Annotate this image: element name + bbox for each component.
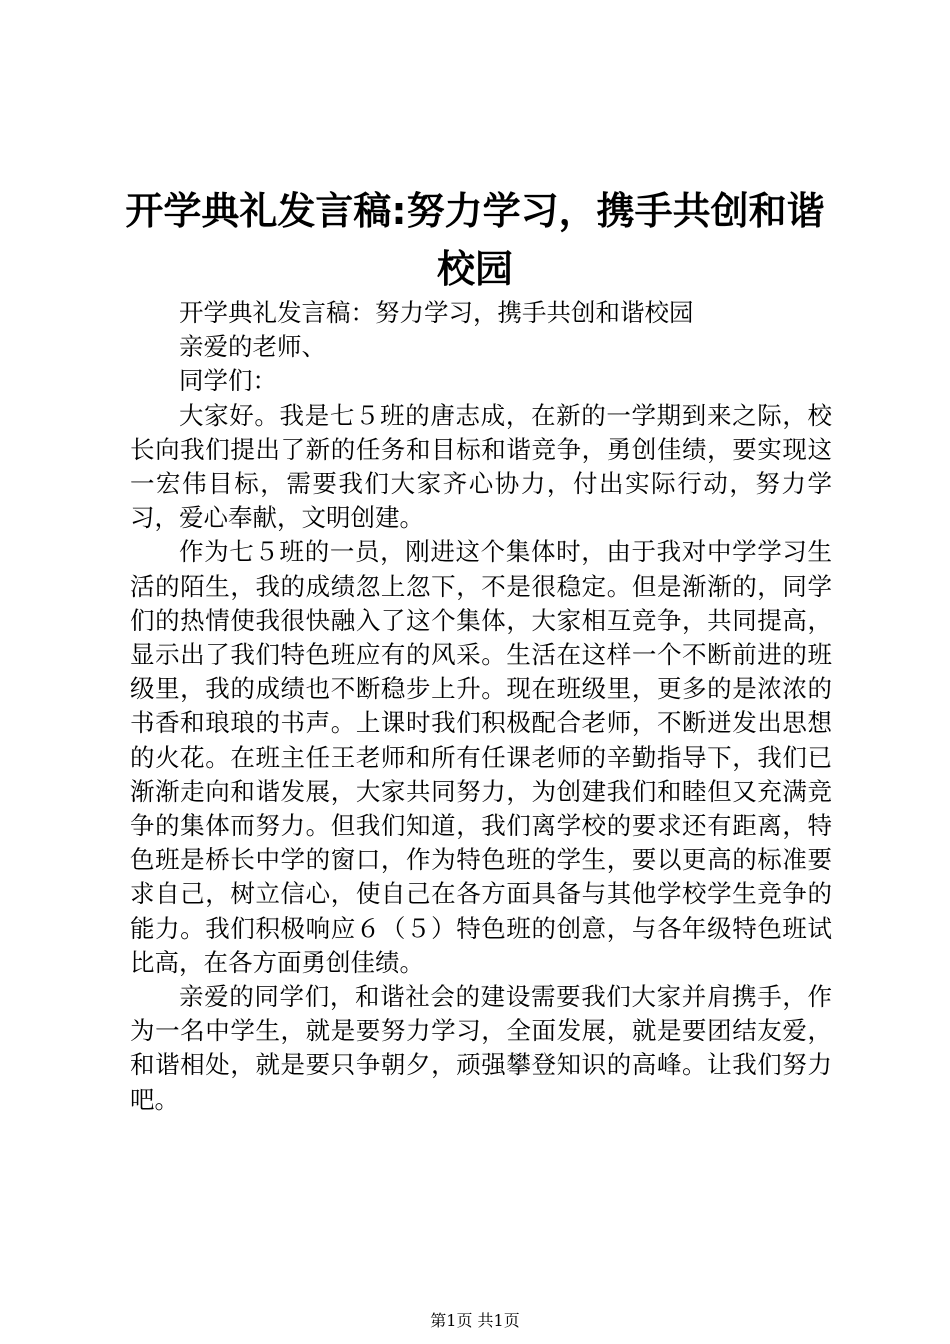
- body-paragraph: 亲爱的同学们，和谐社会的建设需要我们大家并肩携手，作为一名中学生，就是要努力学习，全面发展，就是要团结友爱，和谐相处，就是要只争朝夕，顽强攀登知识的高峰。让我们努力吧。: [130, 982, 832, 1114]
- body-paragraph: 作为七５班的一员，刚进这个集体时，由于我对中学学习生活的陌生，我的成绩忽上忽下，不是很稳定。但是渐渐的，同学们的热情使我很快融入了这个集体，大家相互竞争，共同提高，显示出了我们特色班应有的风采。生活在这样一个不断前进的班级里，我的成绩也不断稳步上升。现在班级里，更多的是浓浓的书香和琅琅的书声。上课时我们积极配合老师，不断迸发出思想的火花。在班主任王老师和所有任课老师的辛勤指导下，我们已渐渐走向和谐发展，大家共同努力，为创建我们和睦但又充满竞争的集体而努力。但我们知道，我们离学校的要求还有距离，特色班是桥长中学的窗口，作为特色班的学生，要以更高的标准要求自己，树立信心，使自己在各方面具备与其他学校学生竞争的能力。我们积极响应６（５）特色班的创意，与各年级特色班试比高，在各方面勇创佳绩。: [130, 537, 832, 977]
- document-title: 开学典礼发言稿:努力学习，携手共创和谐校园: [125, 189, 825, 291]
- body-paragraph: 同学们：: [179, 366, 277, 396]
- page-number: 第1页 共1页: [430, 1311, 520, 1330]
- body-paragraph: 开学典礼发言稿：努力学习，携手共创和谐校园: [179, 298, 694, 327]
- body-paragraph: 亲爱的老师、: [179, 332, 326, 362]
- document-body: [130, 296, 832, 1117]
- body-paragraph: 大家好。我是七５班的唐志成，在新的一学期到来之际，校长向我们提出了新的任务和目标和谐竞争，勇创佳绩，要实现这一宏伟目标，需要我们大家齐心协力，付出实际行动，努力学习，爱心奉献，文明创建。: [130, 400, 832, 533]
